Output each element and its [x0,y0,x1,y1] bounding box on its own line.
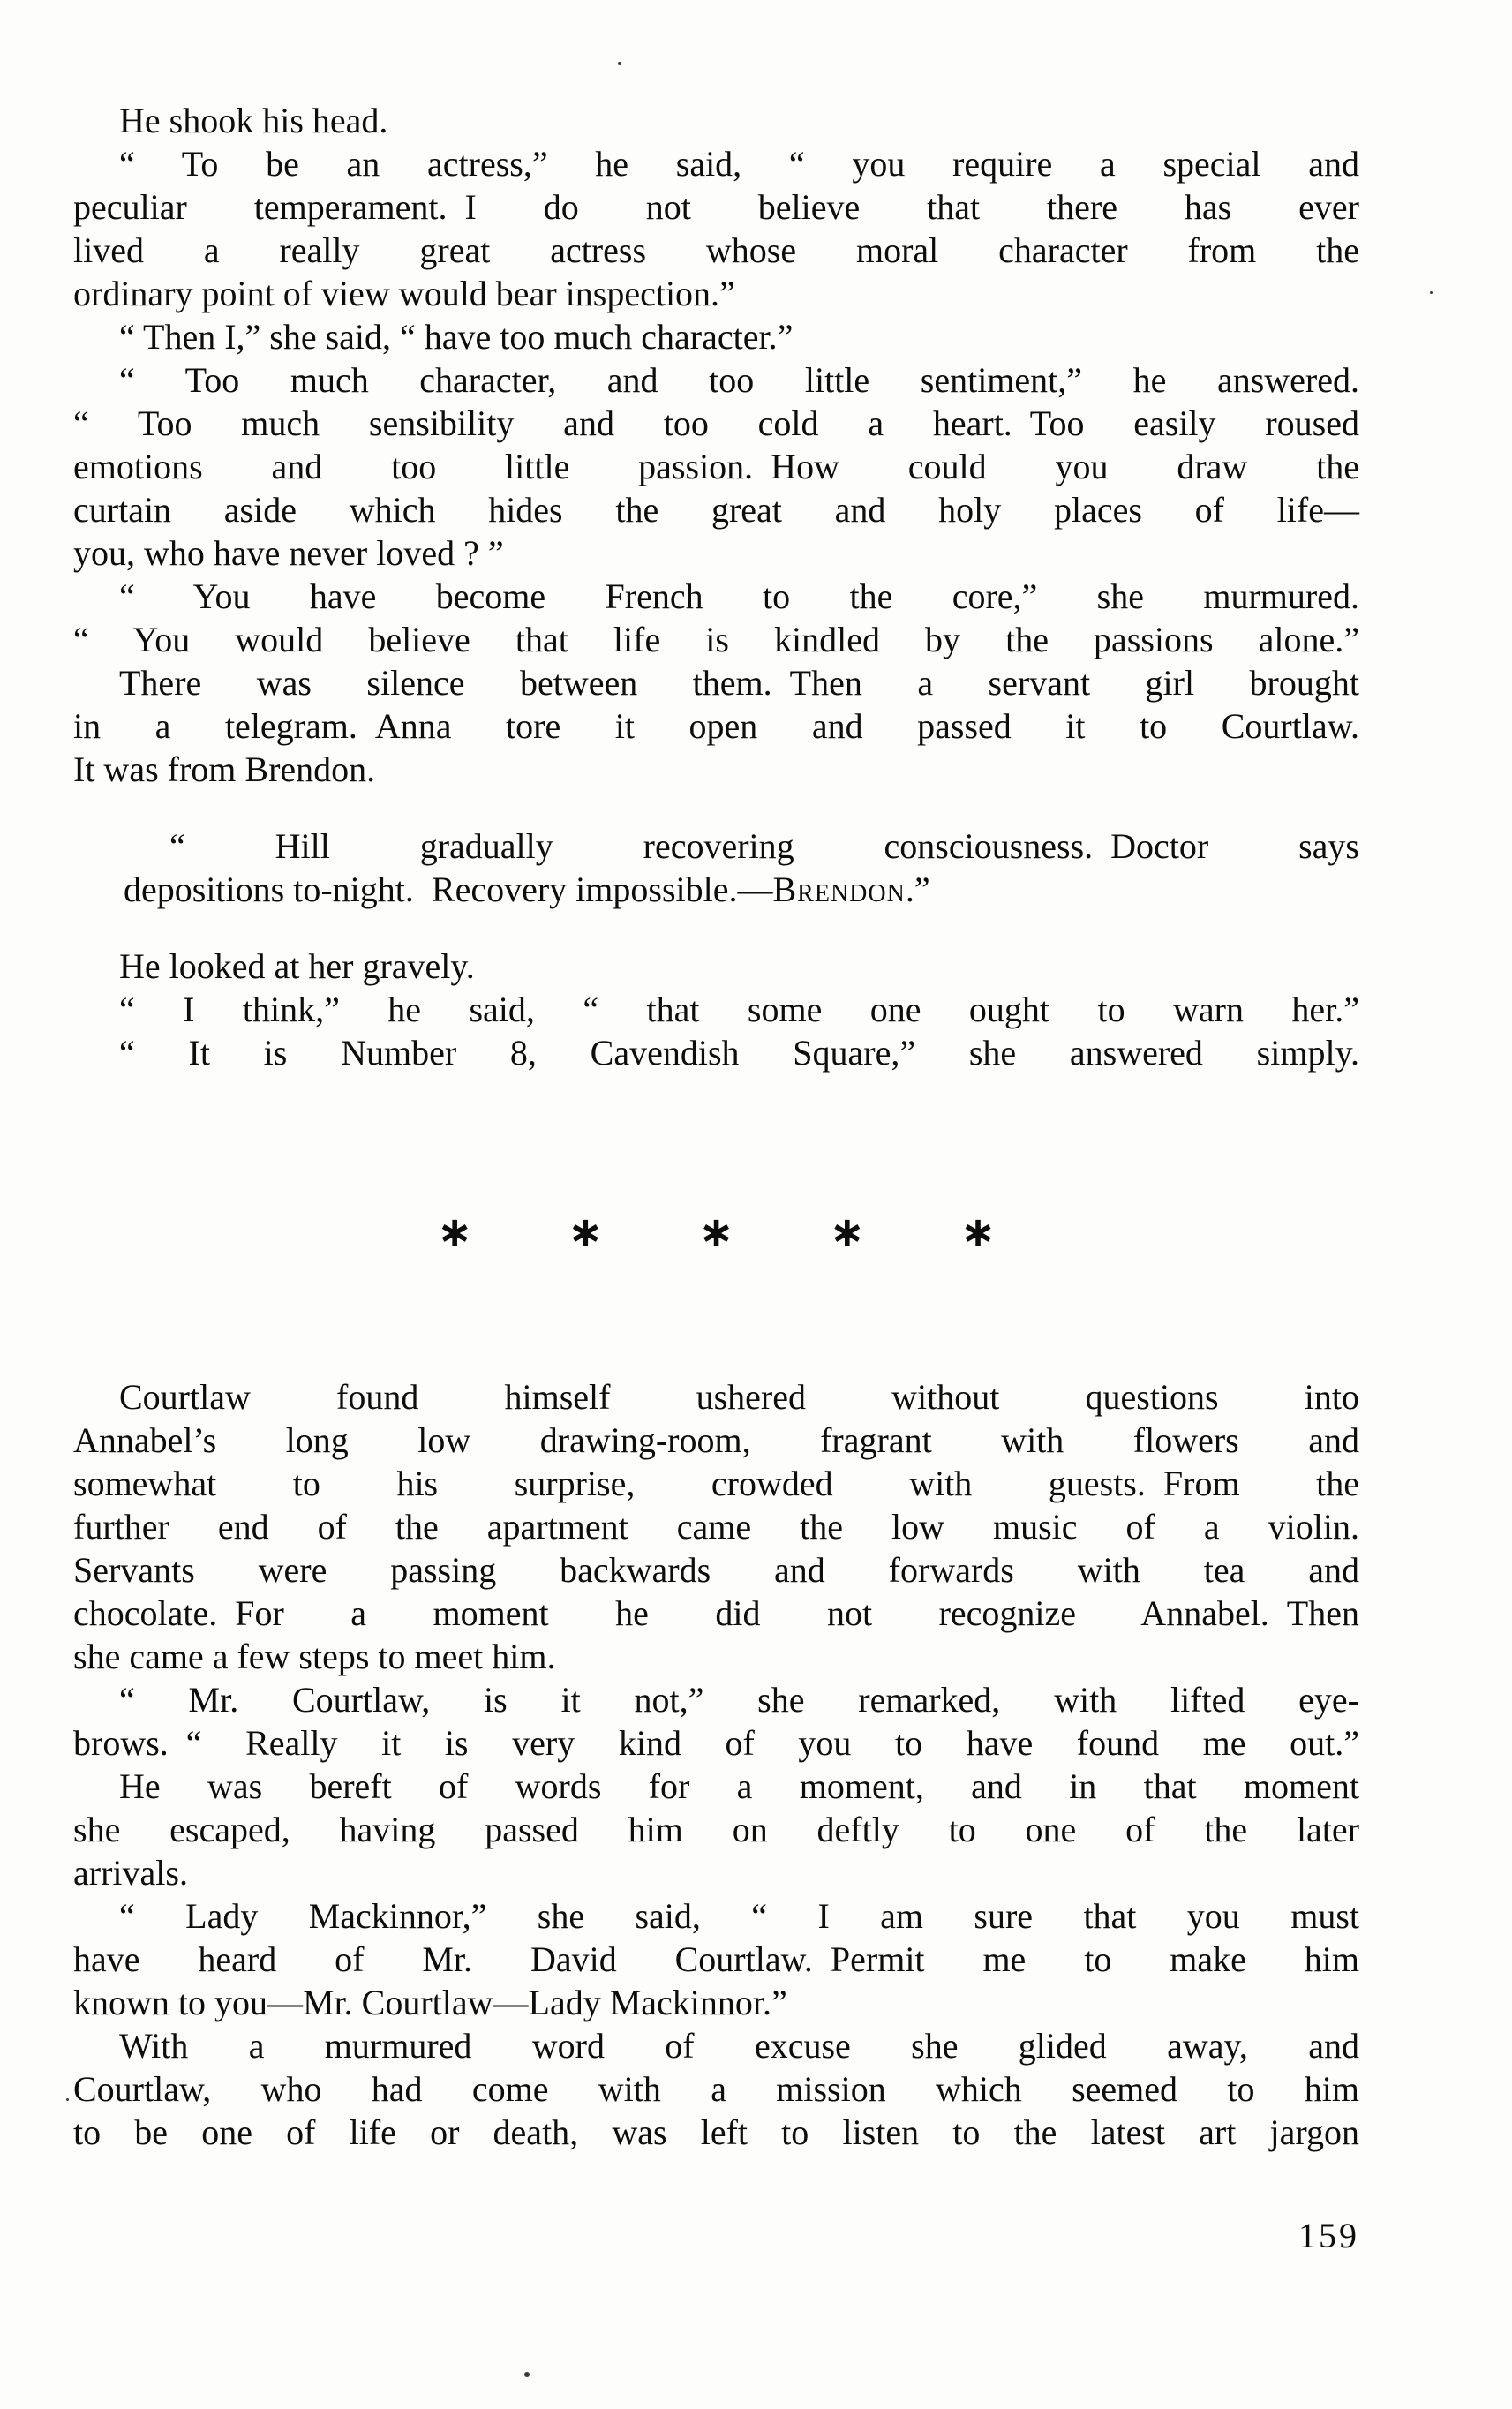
text-line: Annabel’s long low drawing-room, fragrant with flowers and [73,1420,1359,1460]
paragraph [73,1894,1359,2024]
paragraph [73,142,1359,315]
scan-speck [524,2372,530,2377]
text-line: emotions and too little passion. How could you draw the [73,447,1359,486]
telegram-paragraph [73,824,1359,911]
text-line: “ Hill gradually recovering consciousness. Doctor says [169,826,1359,866]
text-column [73,99,1359,2257]
text-line: It was from Brendon. [73,749,376,789]
text-segment: depositions to-night. Recovery impossible.— [124,869,773,909]
text-line: somewhat to his surprise, crowded with guests. From the [73,1464,1359,1503]
small-caps-text: Brendon [772,869,906,909]
text-line: peculiar temperament. I do not believe that there has ever [73,187,1359,227]
paragraph [73,661,1359,791]
asterisk-glyph: ∗ [568,1208,604,1257]
paragraphs-container [73,99,1359,2154]
paragraph [73,315,1359,358]
text-line: “ Then I,” she said, “ have too much character.” [119,317,794,357]
paragraph [73,358,1359,575]
text-line: known to you—Mr. Courtlaw—Lady Mackinnor.” [73,1983,787,2022]
text-line: He shook his head. [119,101,388,140]
scan-speck [1430,291,1433,294]
text-line: brows. “ Really it is very kind of you to have found me out.” [73,1723,1359,1763]
paragraph [73,1031,1359,1074]
asterisk-separator [73,1208,1359,1257]
paragraph [73,1375,1359,1678]
paragraph [73,2024,1359,2154]
text-line: “ You have become French to the core,” she murmured. [119,576,1359,616]
text-line: have heard of Mr. David Courtlaw. Permit me to make him [73,1939,1359,1979]
text-line [124,868,1359,911]
text-line: Courtlaw, who had come with a mission which seemed to him [73,2069,1359,2109]
text-line: arrivals. [73,1853,188,1893]
page-number: 159 [1298,2216,1359,2255]
text-line: He looked at her gravely. [119,946,475,986]
text-line: curtain aside which hides the great and holy places of life— [73,490,1359,530]
text-line: lived a really great actress whose moral character from the [73,230,1359,270]
paragraph [73,1678,1359,1765]
asterisk-glyph: ∗ [698,1208,734,1257]
text-line: to be one of life or death, was left to listen to the latest art jargon [73,2112,1359,2152]
paragraph [73,99,1359,142]
text-line: He was bereft of words for a moment, and in that moment [119,1766,1359,1806]
asterisk-glyph: ∗ [959,1208,997,1257]
scan-speck [618,62,621,65]
text-line: “ Lady Mackinnor,” she said, “ I am sure that you must [119,1896,1359,1936]
text-line: she escaped, having passed him on deftly to one of the later [73,1810,1359,1849]
text-line: There was silence between them. Then a servant girl brought [119,663,1359,703]
text-line: you, who have never loved ? ” [73,533,504,573]
text-line: Courtlaw found himself ushered without questions into [119,1377,1359,1417]
text-line: “ To be an actress,” he said, “ you require a special and [119,144,1359,184]
text-line: “ I think,” he said, “ that some one ought to warn her.” [119,990,1359,1029]
text-line: she came a few steps to meet him. [73,1637,556,1676]
text-line: in a telegram. Anna tore it open and passed it to Courtlaw. [73,706,1359,746]
text-line: chocolate. For a moment he did not recognize Annabel. Then [73,1593,1359,1633]
asterisk-glyph: ∗ [829,1208,865,1257]
text-line: “ You would believe that life is kindled by the passions alone.” [73,620,1359,659]
text-line: “ Mr. Courtlaw, is it not,” she remarked, with lifted eye- [119,1680,1359,1720]
text-line: further end of the apartment came the low music of a violin. [73,1507,1359,1547]
text-line: Servants were passing backwards and forwards with tea and [73,1550,1359,1590]
text-line: ordinary point of view would bear inspection.” [73,274,735,313]
paragraph [73,988,1359,1031]
text-line: “ Too much sensibility and too cold a heart. Too easily roused [73,403,1359,443]
text-line: “ It is Number 8, Cavendish Square,” she answered simply. [119,1033,1359,1073]
text-line: “ Too much character, and too little sentiment,” he answered. [119,360,1359,400]
scan-speck [66,2098,69,2101]
asterisk-glyph: ∗ [436,1208,473,1257]
paragraph [73,1765,1359,1894]
text-segment: .” [905,869,930,909]
paragraph [73,945,1359,988]
paragraph [73,575,1359,661]
text-line: With a murmured word of excuse she glided away, and [119,2026,1359,2066]
